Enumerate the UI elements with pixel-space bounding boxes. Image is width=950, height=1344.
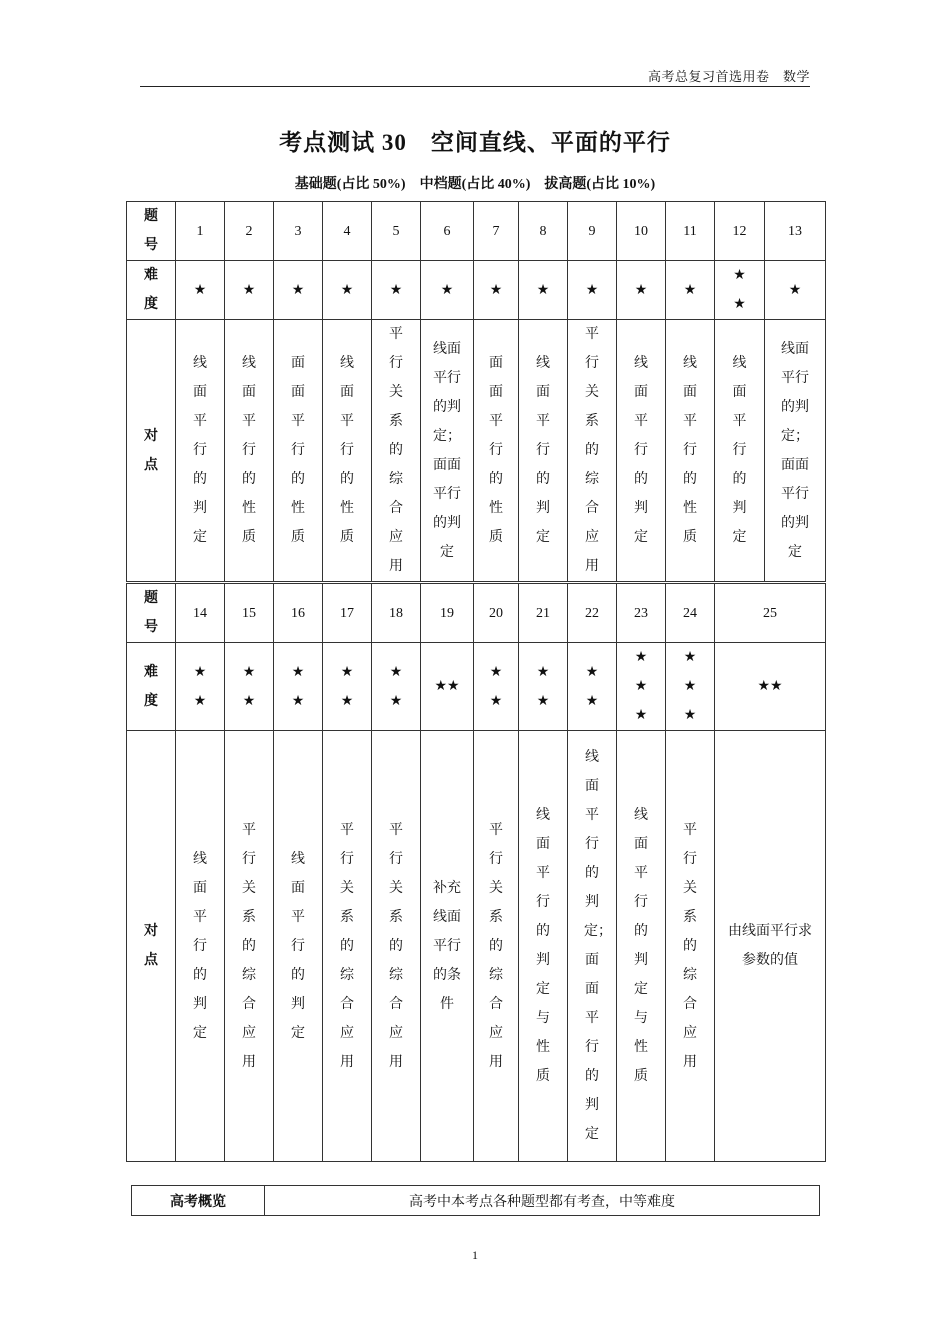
topic-cell	[568, 320, 617, 583]
question-number: 14	[176, 583, 225, 643]
topic-cell	[421, 731, 474, 1162]
topic-text: 线面平行的判定	[732, 356, 747, 545]
topic-text: 平行关系的综合应用	[340, 822, 354, 1070]
row-header-question_no	[127, 583, 176, 643]
topic-text: 线面平行的判定；面面平行的判定	[433, 341, 461, 560]
difficulty-stars: ★	[291, 282, 305, 298]
test-point-table	[126, 201, 826, 1162]
overview-label: 高考概览	[132, 1186, 265, 1216]
topic-cell	[225, 320, 274, 583]
question-number: 22	[568, 583, 617, 643]
question-number: 20	[474, 583, 519, 643]
difficulty-cell	[666, 643, 715, 731]
difficulty-stars: ★★	[585, 664, 599, 709]
question-number: 19	[421, 583, 474, 643]
difficulty-stars: ★	[536, 282, 550, 298]
difficulty-stars: ★	[242, 282, 256, 298]
topic-cell	[323, 320, 372, 583]
topic-text: 补充线面平行的条件	[433, 880, 461, 1012]
question-number: 8	[519, 202, 568, 261]
topic-text: 平行关系的综合应用	[389, 822, 403, 1070]
topic-text: 平行关系的综合应用	[489, 822, 503, 1070]
topic-cell	[372, 731, 421, 1162]
question-number: 12	[715, 202, 765, 261]
row-header-difficulty	[127, 643, 176, 731]
topic-text: 面面平行的性质	[291, 356, 305, 545]
difficulty-cell	[225, 643, 274, 731]
table2-number-row	[127, 583, 826, 643]
topic-text: 线面平行的判定	[291, 851, 305, 1041]
difficulty-cell	[617, 261, 666, 320]
difficulty-stars: ★★	[193, 664, 207, 709]
difficulty-cell	[474, 261, 519, 320]
question-number: 13	[765, 202, 826, 261]
difficulty-stars: ★★	[242, 664, 256, 709]
topic-cell	[474, 731, 519, 1162]
difficulty-cell	[666, 261, 715, 320]
difficulty-cell	[715, 643, 826, 731]
difficulty-cell	[765, 261, 826, 320]
question-number: 2	[225, 202, 274, 261]
topic-cell	[666, 731, 715, 1162]
row-header-label: 难度	[144, 268, 158, 312]
difficulty-stars: ★★	[340, 664, 354, 709]
difficulty-cell	[617, 643, 666, 731]
topic-text: 线面平行的判定	[193, 851, 207, 1041]
difficulty-stars: ★	[788, 282, 802, 298]
question-number: 21	[519, 583, 568, 643]
question-number: 17	[323, 583, 372, 643]
difficulty-stars: ★★	[733, 268, 746, 312]
header-rule	[140, 86, 810, 87]
question-number: 15	[225, 583, 274, 643]
topic-text: 由线面平行求参数的值	[728, 924, 812, 968]
question-number: 23	[617, 583, 666, 643]
topic-text: 平行关系的综合应用	[683, 822, 697, 1070]
topic-cell	[715, 320, 765, 583]
difficulty-cell	[519, 261, 568, 320]
difficulty-cell	[323, 643, 372, 731]
page-number: 1	[472, 1248, 478, 1262]
topic-text: 平行关系的综合应用	[585, 327, 599, 574]
topic-text: 线面平行的判定；面面平行的判定	[781, 341, 809, 560]
topic-text: 线面平行的判定	[634, 356, 648, 545]
difficulty-cell	[176, 643, 225, 731]
overview-table	[131, 1185, 820, 1216]
difficulty-stars: ★	[340, 282, 354, 298]
difficulty-stars: ★★	[489, 664, 503, 709]
topic-text: 线面平行的性质	[242, 356, 256, 545]
topic-text: 线面平行的判定	[193, 356, 207, 545]
difficulty-cell	[421, 261, 474, 320]
row-header-question_no	[127, 202, 176, 261]
topic-cell	[666, 320, 715, 583]
table1-difficulty-row	[127, 261, 826, 320]
difficulty-cell	[421, 643, 474, 731]
question-number: 16	[274, 583, 323, 643]
question-number: 9	[568, 202, 617, 261]
difficulty-stars: ★★	[291, 664, 305, 709]
row-header-label: 对点	[144, 924, 158, 968]
difficulty-cell	[372, 261, 421, 320]
topic-cell	[176, 320, 225, 583]
topic-text: 面面平行的性质	[489, 356, 503, 545]
topic-text: 平行关系的综合应用	[389, 327, 403, 574]
difficulty-stars: ★	[440, 282, 454, 298]
topic-cell	[715, 731, 826, 1162]
running-header: 高考总复习首选用卷 数学	[647, 69, 810, 84]
topic-text: 线面平行的判定	[536, 356, 550, 545]
difficulty-cell	[519, 643, 568, 731]
topic-cell	[617, 320, 666, 583]
question-number: 11	[666, 202, 715, 261]
topic-cell	[176, 731, 225, 1162]
difficulty-cell	[225, 261, 274, 320]
question-number: 5	[372, 202, 421, 261]
question-number: 24	[666, 583, 715, 643]
difficulty-stars: ★	[634, 282, 648, 298]
topic-cell	[519, 320, 568, 583]
difficulty-cell	[715, 261, 765, 320]
topic-cell	[274, 320, 323, 583]
page-title: 考点测试 30 空间直线、平面的平行	[279, 130, 671, 155]
topic-cell	[568, 731, 617, 1162]
topic-cell	[617, 731, 666, 1162]
topic-cell	[421, 320, 474, 583]
difficulty-cell	[176, 261, 225, 320]
topic-text: 线面平行的判定与性质	[634, 808, 648, 1084]
table2-topic-row	[127, 731, 826, 1162]
table1-number-row	[127, 202, 826, 261]
difficulty-stars: ★★	[389, 664, 403, 709]
question-number: 6	[421, 202, 474, 261]
difficulty-cell	[568, 643, 617, 731]
difficulty-stars: ★	[585, 282, 599, 298]
difficulty-cell	[274, 261, 323, 320]
topic-cell	[765, 320, 826, 583]
difficulty-stars: ★★★	[683, 650, 697, 723]
difficulty-cell	[474, 643, 519, 731]
difficulty-cell	[372, 643, 421, 731]
topic-cell	[274, 731, 323, 1162]
row-header-topic	[127, 731, 176, 1162]
topic-cell	[372, 320, 421, 583]
overview-text: 高考中本考点各种题型都有考查，中等难度	[265, 1186, 820, 1216]
difficulty-ratio-subtitle: 基础题(占比 50%) 中档题(占比 40%) 拔高题(占比 10%)	[294, 177, 656, 192]
question-number: 25	[715, 583, 826, 643]
topic-cell	[225, 731, 274, 1162]
topic-text: 平行关系的综合应用	[242, 822, 256, 1070]
difficulty-stars: ★	[489, 282, 503, 298]
topic-text: 线面平行的判定；面面平行的判定	[584, 750, 612, 1142]
topic-text: 线面平行的性质	[683, 356, 697, 545]
row-header-label: 题号	[144, 209, 158, 253]
difficulty-stars: ★	[193, 282, 207, 298]
difficulty-cell	[274, 643, 323, 731]
difficulty-stars: ★★	[536, 664, 550, 709]
question-number: 3	[274, 202, 323, 261]
question-number: 4	[323, 202, 372, 261]
difficulty-stars: ★	[683, 282, 697, 298]
difficulty-cell	[568, 261, 617, 320]
question-number: 7	[474, 202, 519, 261]
row-header-difficulty	[127, 261, 176, 320]
topic-cell	[474, 320, 519, 583]
row-header-label: 难度	[144, 664, 158, 709]
difficulty-cell	[323, 261, 372, 320]
difficulty-stars: ★★	[757, 679, 783, 694]
difficulty-stars: ★★	[434, 679, 460, 694]
question-number: 10	[617, 202, 666, 261]
question-number: 18	[372, 583, 421, 643]
difficulty-stars: ★	[389, 282, 403, 298]
row-header-label: 题号	[144, 591, 158, 635]
topic-text: 线面平行的判定与性质	[536, 808, 550, 1084]
topic-cell	[323, 731, 372, 1162]
row-header-label: 对点	[144, 428, 158, 473]
difficulty-stars: ★★★	[634, 650, 648, 723]
table1-topic-row	[127, 320, 826, 583]
topic-cell	[519, 731, 568, 1162]
question-number: 1	[176, 202, 225, 261]
topic-text: 线面平行的性质	[340, 356, 354, 545]
table2-difficulty-row	[127, 643, 826, 731]
row-header-topic	[127, 320, 176, 583]
